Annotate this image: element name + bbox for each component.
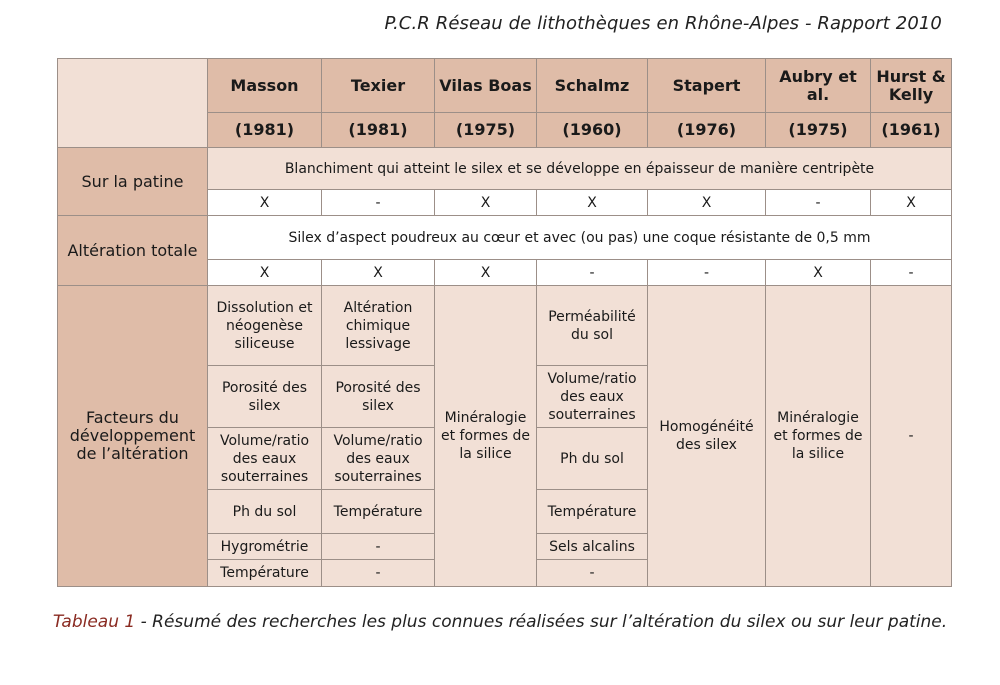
facteur-aubry: Minéralogie et formes de la silice — [766, 286, 871, 587]
facteur-schalmz-5: Sels alcalins — [537, 534, 648, 560]
year-vilas-boas: (1975) — [435, 113, 537, 148]
patine-mark-schalmz: X — [537, 190, 648, 216]
facteur-masson-5: Hygrométrie — [208, 534, 322, 560]
caption-label: Tableau 1 — [52, 612, 136, 632]
author-aubry: Aubry et al. — [766, 59, 871, 113]
alteration-mark-stapert: - — [648, 260, 766, 286]
author-masson: Masson — [208, 59, 322, 113]
facteur-schalmz-1: Perméabilité du sol — [537, 286, 648, 366]
row-label-facteurs: Facteurs du développement de l’altération — [58, 286, 208, 587]
facteur-vilas-boas: Minéralogie et formes de la silice — [435, 286, 537, 587]
patine-mark-stapert: X — [648, 190, 766, 216]
facteur-texier-2: Porosité des silex — [322, 366, 435, 428]
author-names-row — [58, 59, 952, 113]
row-label-alteration: Altération totale — [58, 216, 208, 286]
year-schalmz: (1960) — [537, 113, 648, 148]
patine-description: Blanchiment qui atteint le silex et se développe en épaisseur de manière centripète — [208, 148, 952, 190]
row-label-patine: Sur la patine — [58, 148, 208, 216]
table-caption — [0, 612, 1000, 632]
facteurs-row-1 — [58, 286, 952, 366]
patine-mark-masson: X — [208, 190, 322, 216]
facteur-masson-4: Ph du sol — [208, 490, 322, 534]
facteur-masson-3: Volume/ratio des eaux souterraines — [208, 428, 322, 490]
facteur-schalmz-2: Volume/ratio des eaux souterraines — [537, 366, 648, 428]
facteur-texier-1: Altération chimique lessivage — [322, 286, 435, 366]
patine-mark-hurst-kelly: X — [871, 190, 952, 216]
facteur-masson-1: Dissolution et néogenèse siliceuse — [208, 286, 322, 366]
author-hurst-kelly: Hurst & Kelly — [871, 59, 952, 113]
header-corner-cell — [58, 59, 208, 148]
facteur-texier-5: - — [322, 534, 435, 560]
author-vilas-boas: Vilas Boas — [435, 59, 537, 113]
facteur-schalmz-4: Température — [537, 490, 648, 534]
author-stapert: Stapert — [648, 59, 766, 113]
alteration-mark-hurst-kelly: - — [871, 260, 952, 286]
author-texier: Texier — [322, 59, 435, 113]
facteur-hurst-kelly: - — [871, 286, 952, 587]
patine-description-row — [58, 148, 952, 190]
facteur-texier-6: - — [322, 560, 435, 587]
facteur-masson-2: Porosité des silex — [208, 366, 322, 428]
alteration-mark-aubry: X — [766, 260, 871, 286]
alteration-mark-vilas-boas: X — [435, 260, 537, 286]
alteration-description: Silex d’aspect poudreux au cœur et avec (ou pas) une coque résistante de 0,5 mm — [208, 216, 952, 260]
patine-mark-vilas-boas: X — [435, 190, 537, 216]
facteur-masson-6: Température — [208, 560, 322, 587]
facteur-texier-3: Volume/ratio des eaux souterraines — [322, 428, 435, 490]
year-texier: (1981) — [322, 113, 435, 148]
year-stapert: (1976) — [648, 113, 766, 148]
alteration-mark-texier: X — [322, 260, 435, 286]
alteration-mark-schalmz: - — [537, 260, 648, 286]
author-schalmz: Schalmz — [537, 59, 648, 113]
alteration-mark-masson: X — [208, 260, 322, 286]
facteur-stapert: Homogénéité des silex — [648, 286, 766, 587]
year-masson: (1981) — [208, 113, 322, 148]
year-hurst-kelly: (1961) — [871, 113, 952, 148]
research-summary-table — [57, 58, 952, 587]
caption-text: - Résumé des recherches les plus connues réalisées sur l’altération du silex ou sur leur patine. — [135, 612, 948, 632]
alteration-description-row — [58, 216, 952, 260]
facteur-texier-4: Température — [322, 490, 435, 534]
facteur-schalmz-6: - — [537, 560, 648, 587]
facteur-schalmz-3: Ph du sol — [537, 428, 648, 490]
patine-mark-aubry: - — [766, 190, 871, 216]
patine-mark-texier: - — [322, 190, 435, 216]
year-aubry: (1975) — [766, 113, 871, 148]
document-header-title: P.C.R Réseau de lithothèques en Rhône-Alpes - Rapport 2010 — [384, 13, 942, 34]
